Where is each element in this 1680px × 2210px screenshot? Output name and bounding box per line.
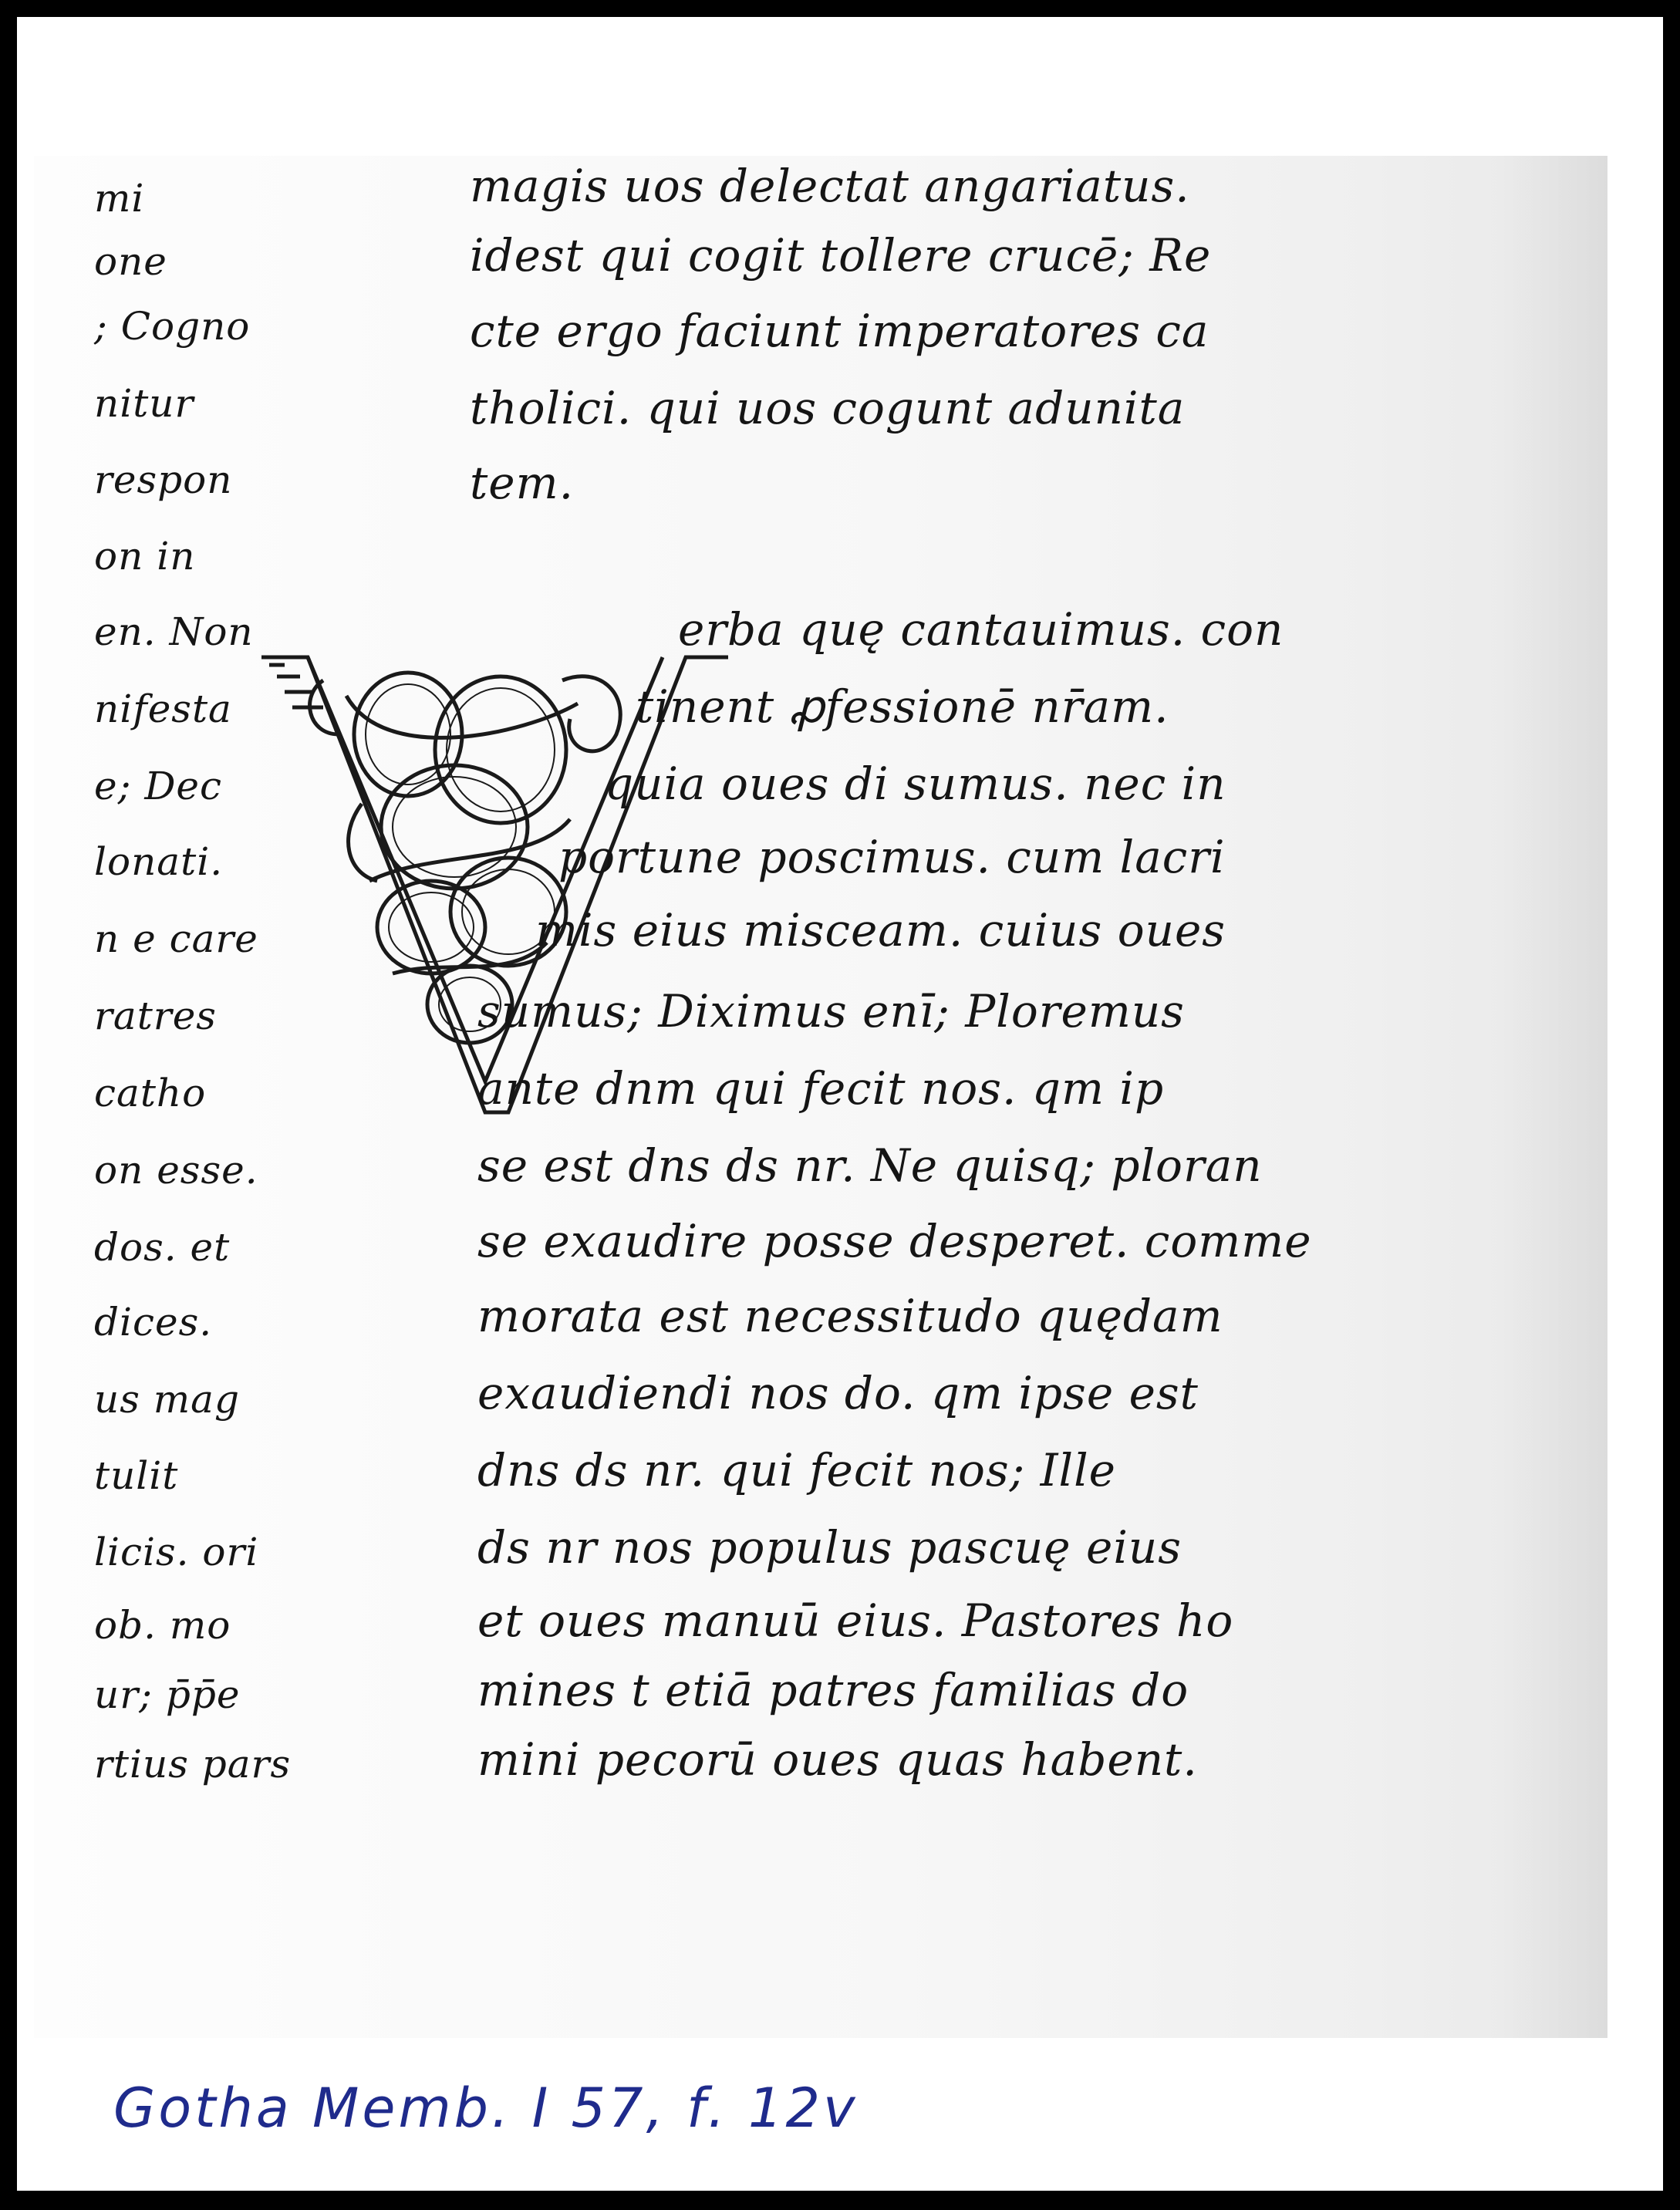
- left-column-line: on in: [94, 534, 196, 579]
- left-column-line: tulit: [94, 1453, 179, 1498]
- left-column-line: licis. ori: [94, 1530, 259, 1574]
- left-column-line: nifesta: [94, 687, 232, 731]
- text-line: tem.: [470, 457, 575, 509]
- text-line: idest qui cogit tollere crucē; Re: [470, 229, 1212, 282]
- text-line: et oues manuū eius. Pastores ho: [477, 1594, 1234, 1647]
- left-column-line: n e care: [94, 916, 258, 961]
- left-column-line: nitur: [94, 381, 194, 426]
- text-line: portune poscimus. cum lacri: [558, 831, 1226, 883]
- left-column-line: e; Dec: [94, 764, 223, 808]
- text-line: quia oues di sumus. nec in: [605, 757, 1226, 810]
- left-column-line: en. Non: [94, 609, 254, 654]
- text-line: mines t etiā patres familias do: [477, 1664, 1189, 1716]
- left-column-line: mi: [94, 176, 145, 221]
- manuscript-page: [34, 156, 1607, 2038]
- text-line: erba quę cantauimus. con: [678, 603, 1284, 656]
- left-column-line: one: [94, 239, 167, 284]
- left-column-line: catho: [94, 1071, 207, 1115]
- text-line: se exaudire posse desperet. comme: [477, 1215, 1312, 1267]
- left-column-line: ur; p̄p̄e: [94, 1672, 241, 1717]
- page-shadow: [1500, 156, 1607, 2038]
- left-column-line: dos. et: [94, 1225, 231, 1270]
- photograph: [17, 17, 1663, 2191]
- left-column-line: respon: [94, 457, 233, 502]
- text-line: dns ds nr. qui fecit nos; Ille: [477, 1444, 1116, 1496]
- text-line: tholici. qui uos cogunt adunita: [470, 382, 1186, 434]
- left-column-line: lonati.: [94, 839, 224, 884]
- text-line: se est dns ds nr. Ne quisq; ploran: [477, 1139, 1263, 1192]
- text-line: exaudiendi nos do. qm ipse est: [477, 1367, 1199, 1419]
- left-column-line: on esse.: [94, 1148, 258, 1193]
- left-column-line: rtius pars: [94, 1742, 292, 1787]
- text-line: magis uos delectat angariatus.: [470, 160, 1190, 212]
- text-line: cte ergo faciunt imperatores ca: [470, 305, 1209, 357]
- left-column-line: us mag: [94, 1377, 240, 1422]
- text-line: sumus; Diximus enī; Ploremus: [477, 985, 1185, 1038]
- text-line: mis eius misceam. cuius oues: [535, 904, 1226, 957]
- text-line: mini pecorū oues quas habent.: [477, 1733, 1198, 1786]
- text-line: ds nr nos populus pascuę eius: [477, 1521, 1182, 1574]
- text-line: morata est necessitudo quędam: [477, 1290, 1223, 1342]
- left-column-line: ; Cogno: [94, 304, 251, 349]
- left-column-line: ob. mo: [94, 1603, 231, 1648]
- left-column-line: dices.: [94, 1300, 213, 1345]
- left-column-line: ratres: [94, 994, 217, 1038]
- text-line: ante dnm qui fecit nos. qm ip: [477, 1062, 1165, 1115]
- handwritten-shelfmark: Gotha Memb. I 57, f. 12v: [113, 2077, 859, 2140]
- text-line: tinent ꝓfessionē nr̄am.: [636, 680, 1169, 733]
